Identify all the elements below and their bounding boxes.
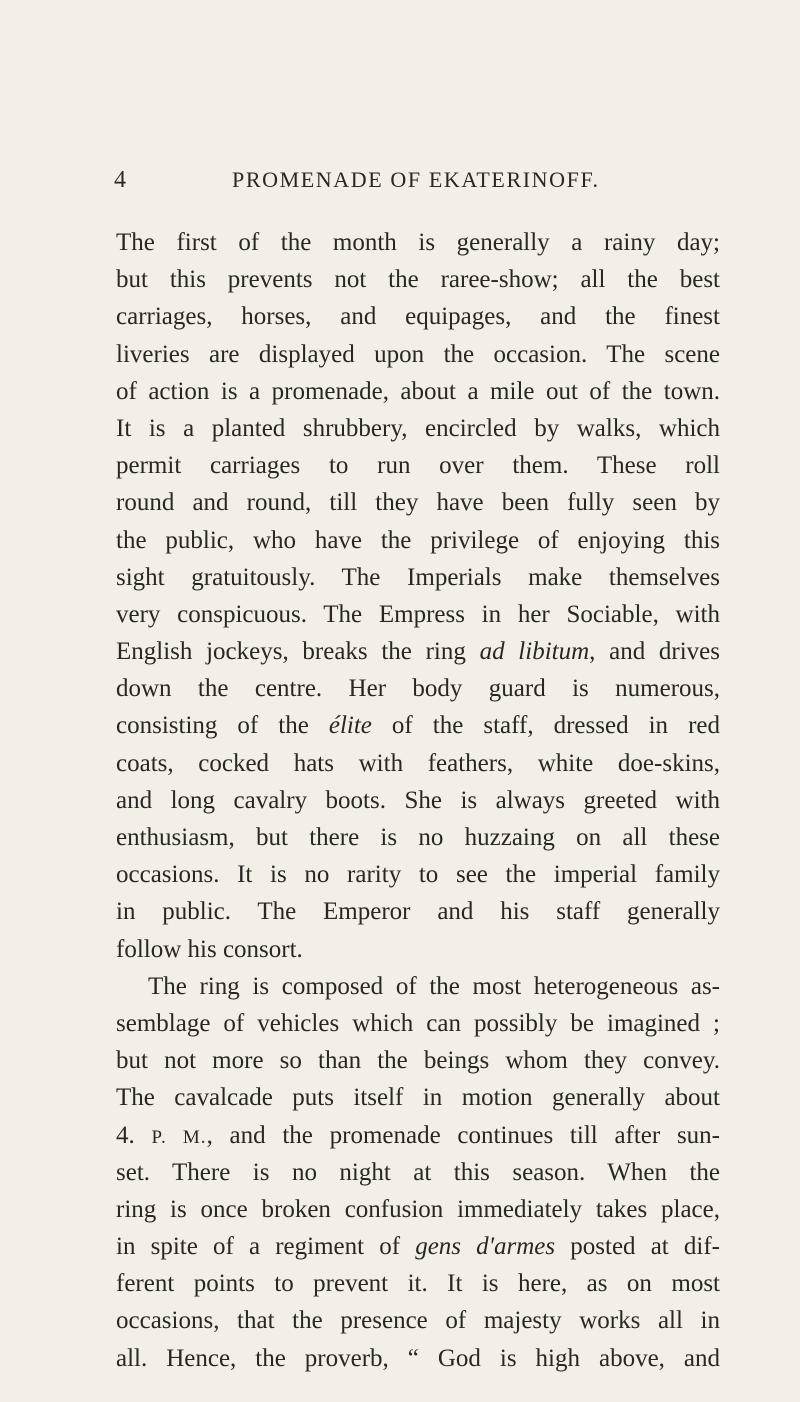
text-line: ferent points to prevent it. It is here, as on most — [116, 1270, 720, 1298]
italic-phrase: gens d'armes — [415, 1233, 556, 1261]
page-header — [0, 164, 800, 196]
text-run: , and the promenade continues till after sun- — [206, 1121, 721, 1149]
text-line: but this prevents not the raree-show; all the best — [116, 266, 720, 294]
text-line: occasions, that the presence of majesty works all in — [116, 1307, 720, 1335]
text-run: posted at dif- — [555, 1233, 720, 1261]
text-line: the public, who have the privilege of enjoying this — [116, 526, 720, 554]
text-run: English jockeys, breaks the ring — [116, 638, 466, 666]
text-run: , and drives — [589, 638, 720, 666]
text-line: down the centre. Her body guard is numerous, — [116, 675, 720, 703]
text-line: all. Hence, the proverb, “ God is high above, and — [116, 1344, 720, 1372]
text-line: very conspicuous. The Empress in her Sociable, with — [116, 600, 720, 628]
text-line: carriages, horses, and equipages, and the finest — [116, 303, 720, 331]
text-line: liveries are displayed upon the occasion. The scene — [116, 340, 720, 368]
italic-phrase: élite — [328, 712, 372, 740]
body-text — [116, 224, 720, 1377]
text-line: The first of the month is generally a rainy day; — [116, 229, 720, 256]
text-line: of action is a promenade, about a mile out of the town. — [116, 377, 720, 405]
text-run: in spite of a regiment of — [116, 1233, 401, 1261]
time-abbreviation: P. M. — [151, 1126, 207, 1148]
text-line — [116, 707, 720, 744]
text-line: enthusiasm, but there is no huzzaing on all these — [116, 824, 720, 851]
text-line: and long cavalry boots. She is always greeted with — [116, 786, 720, 814]
text-run: 4. — [116, 1121, 135, 1149]
text-line — [116, 1228, 720, 1265]
text-line: coats, cocked hats with feathers, white doe-skins, — [116, 749, 720, 777]
page-number: 4 — [114, 167, 126, 193]
text-line: but not more so than the beings whom they convey. — [116, 1047, 720, 1075]
text-run: consisting of the — [116, 712, 309, 740]
text-line: permit carriages to run over them. These roll — [116, 452, 720, 480]
text-line: ring is once broken confusion immediately takes place, — [116, 1195, 720, 1223]
text-line — [116, 1117, 720, 1154]
text-line: The ring is composed of the most heterogeneous as- — [148, 972, 720, 1000]
text-line: round and round, till they have been fully seen by — [116, 489, 720, 517]
text-line: sight gratuitously. The Imperials make themselves — [116, 563, 720, 591]
text-line: set. There is no night at this season. When the — [116, 1158, 720, 1186]
text-line: semblage of vehicles which can possibly be imagined ; — [116, 1009, 720, 1037]
running-head: PROMENADE OF EKATERINOFF. — [232, 167, 600, 192]
text-line: The cavalcade puts itself in motion generally about — [116, 1084, 720, 1112]
text-run: of the staff, dressed in red — [371, 712, 720, 740]
text-line: in public. The Emperor and his staff generally — [116, 898, 720, 926]
text-line: occasions. It is no rarity to see the imperial family — [116, 861, 720, 889]
italic-phrase: ad libitum — [479, 638, 590, 666]
text-line: follow his consort. — [116, 935, 303, 963]
text-line: It is a planted shrubbery, encircled by walks, which — [116, 414, 720, 442]
text-line — [116, 633, 720, 670]
